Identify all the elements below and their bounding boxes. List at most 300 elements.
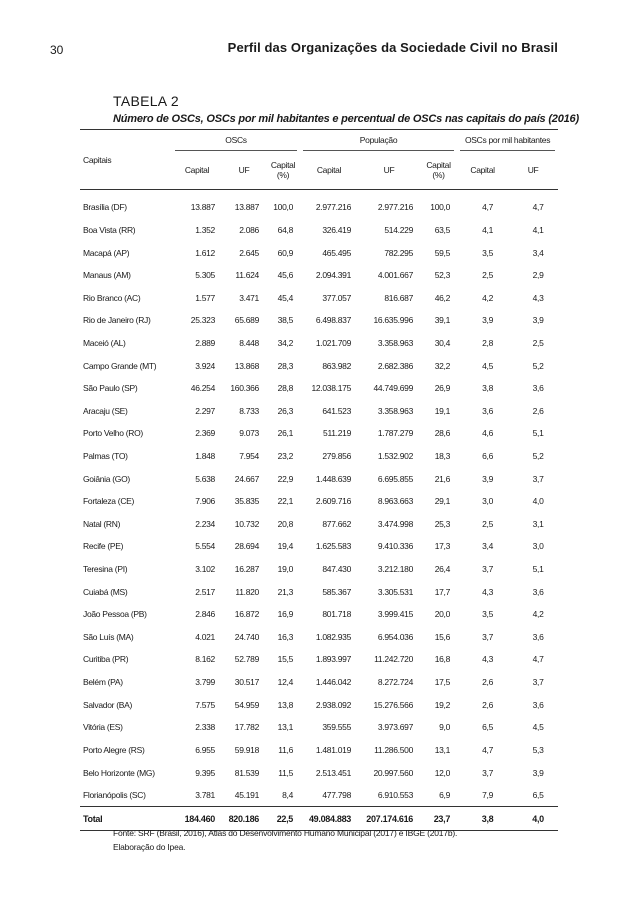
cell-value: 801.718 (322, 609, 352, 620)
cell-value: 6.954.036 (377, 631, 414, 642)
cell-value: 1.352 (195, 224, 215, 235)
cell-value: 3.924 (195, 360, 215, 371)
cell-value: 2.889 (195, 337, 215, 348)
cell-value: 16.635.996 (373, 315, 414, 326)
cell-value: 3,9 (482, 315, 493, 326)
cell-value: 29,1 (434, 496, 451, 507)
header-group-oscs-por-mil: OSCs por mil habitantes (457, 130, 558, 152)
cell-value: 3.305.531 (377, 586, 414, 597)
table-row (80, 761, 558, 784)
table-row (80, 264, 558, 287)
cell-value: 19,2 (434, 699, 451, 710)
cell-value: 16.872 (234, 609, 259, 620)
header-oscs-capital-pct: Capital (%) (266, 151, 300, 190)
cell-value: 11.820 (235, 586, 259, 597)
cell-value: 11.286.500 (374, 744, 414, 755)
cell-value: 1.893.997 (315, 654, 352, 665)
cell-value: 8.272.724 (377, 677, 414, 688)
cell-value: 6,6 (482, 451, 493, 461)
cell-capital-name: Belo Horizonte (MG) (83, 767, 155, 778)
cell-value: 3,7 (482, 767, 493, 778)
cell-value: 11,6 (278, 744, 294, 755)
cell-value: 5,2 (532, 451, 544, 461)
cell-value: 3,6 (532, 699, 544, 710)
cell-value: 4,5 (482, 360, 493, 371)
table-row (80, 354, 558, 377)
cell-value: 1.787.279 (377, 428, 414, 439)
cell-value: 8.162 (195, 654, 215, 665)
header-capitais: Capitais (80, 130, 172, 190)
cell-capital-name: Boa Vista (RR) (83, 224, 136, 235)
cell-value: 184.460 (172, 807, 222, 831)
cell-capital-name: Fortaleza (CE) (83, 496, 135, 507)
table-row (80, 309, 558, 332)
cell-value: 46,2 (434, 292, 451, 303)
cell-value: 2,9 (532, 270, 544, 281)
cell-value: 3,5 (482, 247, 493, 258)
header-pop-capital-pct: Capital (%) (420, 151, 457, 190)
cell-value: 15.276.566 (373, 699, 414, 710)
cell-value: 3.474.998 (377, 518, 414, 529)
cell-value: 24.740 (234, 631, 259, 642)
cell-value: 2.338 (195, 722, 215, 733)
cell-value: 28,6 (434, 428, 451, 439)
cell-value: 6.910.553 (377, 790, 414, 801)
table-row (80, 445, 558, 468)
cell-value: 30,4 (434, 337, 451, 348)
cell-value: 9,0 (439, 722, 451, 733)
cell-value: 4,0 (508, 807, 558, 831)
cell-value: 11.242.720 (374, 654, 414, 665)
cell-value: 24.667 (234, 473, 259, 484)
cell-value: 4,2 (532, 609, 544, 620)
cell-value: 18,3 (434, 451, 451, 461)
cell-value: 3.358.963 (377, 405, 414, 416)
cell-value: 2.513.451 (315, 767, 352, 778)
table-row (80, 535, 558, 558)
cell-value: 4,5 (532, 722, 544, 733)
header-group-populacao: População (300, 130, 457, 152)
cell-value: 2,8 (482, 337, 493, 348)
cell-value: 13,1 (434, 744, 451, 755)
cell-value: 81.539 (234, 767, 259, 778)
cell-value: 45,6 (277, 270, 294, 281)
cell-value: 20,0 (434, 609, 451, 620)
cell-value: 477.798 (322, 790, 352, 801)
cell-capital-name: Goiânia (GO) (83, 473, 130, 484)
cell-capital-name: Maceió (AL) (83, 337, 126, 348)
cell-capital-name: Rio de Janeiro (RJ) (83, 315, 151, 326)
cell-value: 585.367 (322, 586, 352, 597)
table-row (80, 422, 558, 445)
cell-value: 16.287 (234, 564, 259, 575)
cell-value: 22,9 (277, 473, 294, 484)
cell-value: 15,5 (277, 654, 294, 665)
cell-value: 816.687 (384, 292, 414, 303)
cell-value: 7.575 (195, 699, 215, 710)
cell-value: 4,7 (532, 202, 544, 213)
cell-value: 2.297 (195, 405, 215, 416)
cell-value: 3.471 (239, 292, 259, 303)
cell-value: 11.624 (235, 270, 259, 281)
cell-capital-name: Aracaju (SE) (83, 405, 128, 416)
cell-value: 3,9 (482, 473, 493, 484)
table-row (80, 603, 558, 626)
cell-value: 511.219 (323, 428, 352, 439)
cell-value: 2,6 (482, 699, 493, 710)
table-row (80, 190, 558, 219)
table-row (80, 241, 558, 264)
table-row (80, 490, 558, 513)
footnote-source: Fonte: SRF (Brasil, 2016), Atlas do Desenvolvimento Humano Municipal (2017) e IBGE (2017b). (113, 828, 458, 838)
cell-value: 4.021 (195, 631, 215, 642)
table-row (80, 513, 558, 536)
cell-value: 3,8 (457, 807, 508, 831)
cell-value: 4,1 (482, 224, 493, 235)
cell-value: 3,6 (532, 631, 544, 642)
cell-capital-name: São Luís (MA) (83, 631, 134, 642)
cell-value: 3,9 (532, 767, 544, 778)
cell-value: 28,3 (277, 360, 294, 371)
cell-value: 12,4 (277, 677, 294, 688)
cell-value: 54.959 (234, 699, 259, 710)
cell-value: 22,5 (266, 807, 300, 831)
cell-value: 45,4 (277, 292, 294, 303)
cell-value: 26,9 (434, 383, 451, 394)
cell-value: 59.918 (234, 744, 259, 755)
cell-value: 3,6 (532, 383, 544, 394)
cell-value: 3,7 (532, 677, 544, 688)
footnote-elaboration: Elaboração do Ipea. (113, 842, 186, 852)
cell-value: 4,7 (482, 744, 493, 755)
cell-value: 6,5 (482, 722, 493, 733)
cell-value: 25,3 (434, 518, 451, 529)
cell-value: 2,5 (482, 518, 493, 529)
cell-value: 3.781 (195, 790, 215, 801)
cell-value: 100,0 (273, 202, 294, 213)
cell-value: 3,7 (532, 473, 544, 484)
cell-value: 49.084.883 (300, 807, 358, 831)
cell-value: 6.498.837 (315, 315, 352, 326)
cell-value: 19,1 (434, 405, 451, 416)
cell-value: 3,8 (482, 383, 493, 394)
cell-value: 4,3 (482, 654, 493, 665)
cell-value: 30.517 (234, 677, 259, 688)
cell-value: 465.495 (322, 247, 352, 258)
cell-capital-name: Recife (PE) (83, 541, 124, 552)
cell-value: 1.481.019 (315, 744, 352, 755)
footnote (113, 826, 457, 854)
header-oscs-capital: Capital (172, 151, 222, 190)
cell-value: 3,4 (532, 247, 544, 258)
cell-value: 59,5 (434, 247, 451, 258)
table-row (80, 693, 558, 716)
cell-value: 1.848 (195, 451, 215, 461)
table-row (80, 399, 558, 422)
cell-value: 13.868 (234, 360, 259, 371)
cell-value: 25.323 (190, 315, 215, 326)
cell-value: 326.419 (322, 224, 352, 235)
cell-value: 2.682.386 (377, 360, 414, 371)
cell-value: 3,0 (482, 496, 493, 507)
cell-value: 45.191 (234, 790, 259, 801)
cell-value: 4,3 (532, 292, 544, 303)
cell-value: 23,7 (420, 807, 457, 831)
cell-value: 3,5 (482, 609, 493, 620)
cell-capital-name: Cuiabá (MS) (83, 586, 128, 597)
cell-value: 9.395 (195, 767, 215, 778)
cell-value: 782.295 (384, 247, 414, 258)
cell-value: 160.366 (230, 383, 259, 394)
cell-value: 7,9 (482, 790, 493, 801)
cell-value: 26,4 (434, 564, 451, 575)
cell-value: 16,3 (277, 631, 294, 642)
cell-capital-name: Palmas (TO) (83, 451, 128, 461)
table-body (80, 190, 558, 831)
cell-value: 5.554 (195, 541, 215, 552)
cell-value: 12,0 (434, 767, 451, 778)
cell-value: 10.732 (234, 518, 259, 529)
cell-value: 377.057 (322, 292, 352, 303)
cell-value: 17,7 (434, 586, 451, 597)
cell-value: 13,8 (277, 699, 294, 710)
cell-value: 207.174.616 (358, 807, 420, 831)
cell-value: 6.955 (195, 744, 215, 755)
cell-value: 64,8 (277, 224, 294, 235)
table-row (80, 648, 558, 671)
cell-value: 13,1 (277, 722, 294, 733)
table-caption: Número de OSCs, OSCs por mil habitantes e percentual de OSCs nas capitais do país (2016) (113, 113, 579, 125)
cell-value: 847.430 (322, 564, 352, 575)
cell-capital-name: Campo Grande (MT) (83, 360, 157, 371)
cell-value: 4,3 (482, 586, 493, 597)
header-permil-capital: Capital (457, 151, 508, 190)
cell-value: 4,2 (482, 292, 493, 303)
cell-value: 7.906 (195, 496, 215, 507)
running-header: Perfil das Organizações da Sociedade Civil no Brasil (227, 40, 558, 55)
cell-value: 2.938.092 (315, 699, 352, 710)
cell-value: 1.446.042 (315, 677, 352, 688)
table-row (80, 671, 558, 694)
cell-capital-name: Rio Branco (AC) (83, 292, 141, 303)
cell-value: 11,5 (278, 767, 294, 778)
cell-value: 3,1 (532, 518, 544, 529)
cell-value: 5.305 (195, 270, 215, 281)
cell-value: 5,1 (532, 564, 544, 575)
cell-value: 60,9 (277, 247, 294, 258)
cell-value: 8.448 (239, 337, 259, 348)
cell-value: 2,5 (482, 270, 493, 281)
cell-value: 26,1 (277, 428, 294, 439)
cell-value: 38,5 (277, 315, 294, 326)
cell-value: 820.186 (222, 807, 266, 831)
cell-capital-name: Total (80, 807, 172, 831)
cell-capital-name: Salvador (BA) (83, 699, 133, 710)
cell-value: 4,7 (532, 654, 544, 665)
cell-value: 32,2 (434, 360, 451, 371)
cell-capital-name: São Paulo (SP) (83, 383, 138, 394)
cell-value: 2.645 (239, 247, 259, 258)
cell-value: 3.212.180 (377, 564, 414, 575)
cell-value: 28,8 (277, 383, 294, 394)
cell-value: 3.358.963 (377, 337, 414, 348)
cell-value: 2.086 (239, 224, 259, 235)
cell-capital-name: Manaus (AM) (83, 270, 131, 281)
cell-value: 6,5 (532, 790, 544, 801)
data-table (80, 129, 558, 831)
cell-value: 8.733 (239, 405, 259, 416)
cell-value: 5,1 (532, 428, 544, 439)
cell-value: 17.782 (234, 722, 259, 733)
cell-value: 39,1 (434, 315, 451, 326)
cell-value: 3.999.415 (377, 609, 414, 620)
cell-value: 3,7 (482, 564, 493, 575)
cell-capital-name: Curitiba (PR) (83, 654, 129, 665)
cell-value: 28.694 (234, 541, 259, 552)
cell-value: 4,6 (482, 428, 493, 439)
cell-value: 2.977.216 (315, 202, 352, 213)
cell-value: 13.887 (234, 202, 259, 213)
table-row (80, 784, 558, 807)
table-row (80, 286, 558, 309)
cell-value: 877.662 (322, 518, 352, 529)
cell-value: 3,6 (482, 405, 493, 416)
cell-capital-name: Belém (PA) (83, 677, 123, 688)
cell-value: 4,7 (482, 202, 493, 213)
cell-value: 15,6 (434, 631, 451, 642)
cell-capital-name: Florianópolis (SC) (83, 790, 146, 801)
cell-value: 2.609.716 (315, 496, 352, 507)
table-row (80, 580, 558, 603)
cell-capital-name: Teresina (PI) (83, 564, 128, 575)
cell-value: 4.001.667 (377, 270, 414, 281)
cell-value: 4,1 (532, 224, 544, 235)
cell-value: 5,2 (532, 360, 544, 371)
table-row (80, 377, 558, 400)
cell-value: 3.799 (195, 677, 215, 688)
cell-value: 63,5 (434, 224, 451, 235)
cell-value: 5.638 (195, 473, 215, 484)
cell-value: 2.369 (195, 428, 215, 439)
cell-capital-name: João Pessoa (PB) (83, 609, 147, 620)
table-row (80, 626, 558, 649)
cell-value: 8.963.663 (377, 496, 414, 507)
cell-capital-name: Natal (RN) (83, 518, 121, 529)
cell-value: 17,5 (434, 677, 451, 688)
cell-value: 26,3 (277, 405, 294, 416)
cell-value: 6.695.855 (377, 473, 414, 484)
cell-value: 2.977.216 (377, 202, 414, 213)
cell-value: 34,2 (277, 337, 294, 348)
cell-value: 359.555 (322, 722, 352, 733)
cell-capital-name: Brasília (DF) (83, 202, 127, 213)
cell-value: 35.835 (234, 496, 259, 507)
cell-value: 1.577 (195, 292, 215, 303)
table-row (80, 716, 558, 739)
cell-value: 52.789 (234, 654, 259, 665)
cell-value: 17,3 (434, 541, 451, 552)
cell-value: 514.229 (384, 224, 414, 235)
cell-value: 2,6 (482, 677, 493, 688)
cell-value: 65.689 (234, 315, 259, 326)
cell-value: 20,8 (277, 518, 294, 529)
header-pop-uf: UF (358, 151, 420, 190)
cell-value: 641.523 (322, 405, 352, 416)
cell-value: 21,3 (277, 586, 294, 597)
cell-value: 44.749.699 (373, 383, 414, 394)
header-permil-uf: UF (508, 151, 558, 190)
cell-capital-name: Vitória (ES) (83, 722, 123, 733)
cell-value: 2,6 (532, 405, 544, 416)
cell-value: 3,9 (532, 315, 544, 326)
cell-value: 23,2 (277, 451, 294, 461)
cell-value: 20.997.560 (373, 767, 414, 778)
cell-capital-name: Porto Alegre (RS) (83, 744, 145, 755)
cell-value: 19,4 (277, 541, 294, 552)
cell-value: 3.973.697 (377, 722, 414, 733)
cell-value: 7.954 (239, 451, 259, 461)
cell-value: 16,9 (277, 609, 294, 620)
cell-value: 3,4 (482, 541, 493, 552)
cell-value: 2,5 (532, 337, 544, 348)
cell-value: 2.517 (195, 586, 215, 597)
cell-value: 52,3 (434, 270, 451, 281)
header-pop-capital: Capital (300, 151, 358, 190)
cell-value: 8,4 (282, 790, 294, 801)
cell-value: 6,9 (439, 790, 451, 801)
cell-value: 4,0 (532, 496, 544, 507)
cell-value: 1.082.935 (315, 631, 352, 642)
cell-value: 279.856 (322, 451, 352, 461)
cell-value: 5,3 (532, 744, 544, 755)
cell-value: 1.532.902 (377, 451, 414, 461)
header-oscs-uf: UF (222, 151, 266, 190)
cell-capital-name: Macapá (AP) (83, 247, 130, 258)
cell-value: 1.448.639 (315, 473, 352, 484)
cell-value: 1.021.709 (315, 337, 352, 348)
header-group-oscs: OSCs (172, 130, 300, 152)
cell-value: 9.073 (239, 428, 259, 439)
cell-value: 2.094.391 (315, 270, 352, 281)
table-row (80, 467, 558, 490)
table-row (80, 739, 558, 762)
table-row (80, 558, 558, 581)
cell-value: 863.982 (322, 360, 352, 371)
table-row (80, 219, 558, 242)
cell-value: 3,6 (532, 586, 544, 597)
cell-value: 19,0 (277, 564, 294, 575)
cell-value: 16,8 (434, 654, 451, 665)
cell-value: 100,0 (430, 202, 451, 213)
cell-value: 3.102 (195, 564, 215, 575)
cell-value: 22,1 (277, 496, 294, 507)
table-row (80, 332, 558, 355)
cell-value: 1.612 (195, 247, 215, 258)
page-number: 30 (50, 43, 64, 57)
cell-value: 3,7 (482, 631, 493, 642)
cell-value: 2.846 (195, 609, 215, 620)
cell-value: 46.254 (190, 383, 215, 394)
cell-value: 2.234 (195, 518, 215, 529)
cell-value: 1.625.583 (315, 541, 352, 552)
cell-value: 12.038.175 (311, 383, 352, 394)
cell-capital-name: Porto Velho (RO) (83, 428, 143, 439)
cell-value: 3,0 (532, 541, 544, 552)
cell-value: 9.410.336 (377, 541, 414, 552)
cell-value: 13.887 (190, 202, 215, 213)
table-label: TABELA 2 (113, 93, 179, 109)
cell-value: 21,6 (434, 473, 451, 484)
